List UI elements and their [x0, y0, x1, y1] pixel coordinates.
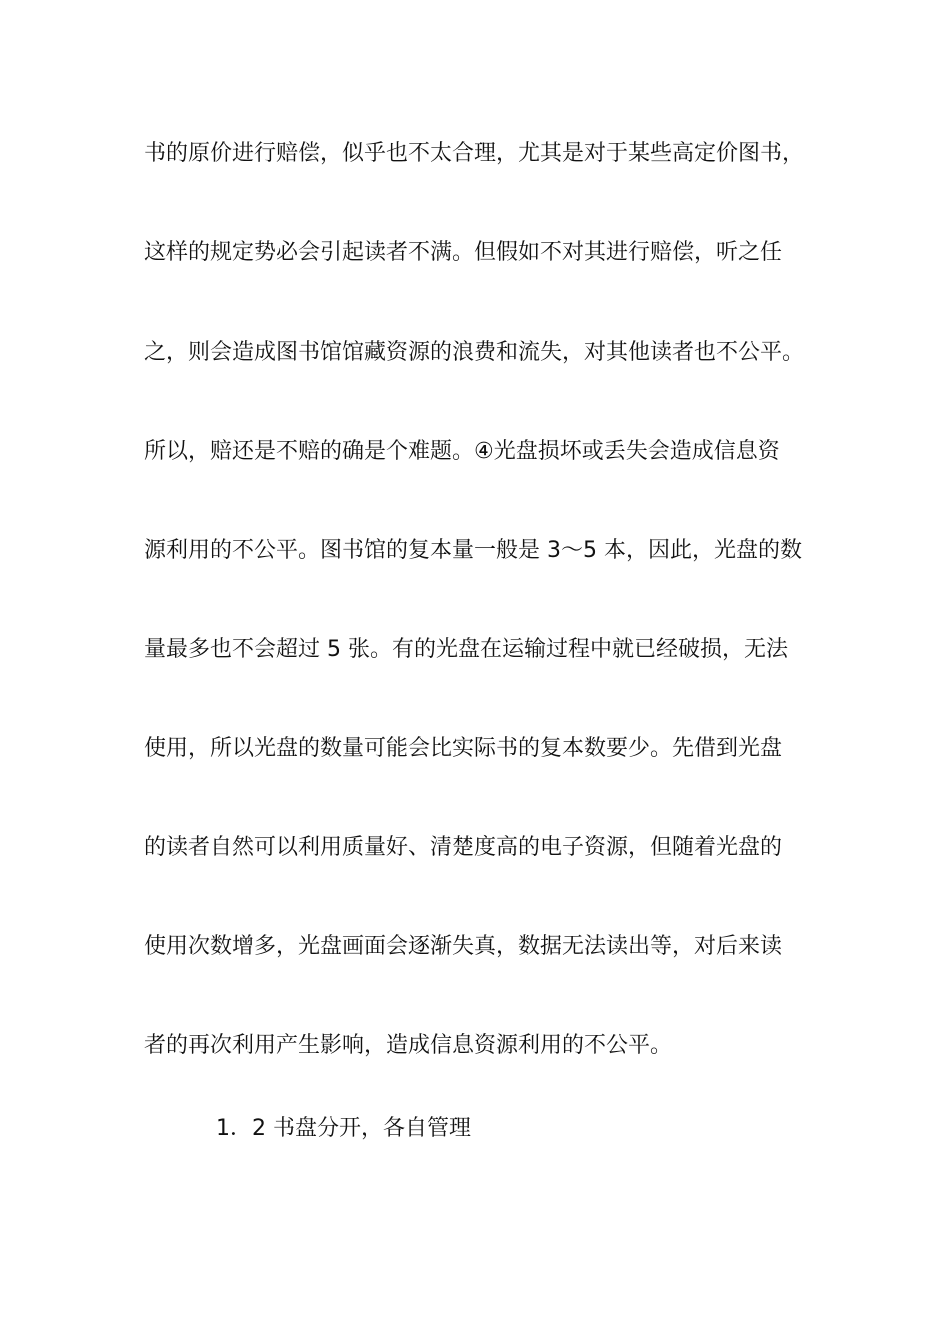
paragraph-line: 所以，赔还是不赔的确是个难题。④光盘损坏或丢失会造成信息资: [144, 439, 780, 464]
paragraph-line: 使用次数增多，光盘画面会逐渐失真，数据无法读出等，对后来读: [144, 934, 783, 959]
section-heading: 1．2 书盘分开，各自管理: [216, 1116, 471, 1141]
paragraph-line: 使用，所以光盘的数量可能会比实际书的复本数要少。先借到光盘: [144, 736, 783, 761]
paragraph-line: 这样的规定势必会引起读者不满。但假如不对其进行赔偿，听之任: [144, 240, 783, 265]
paragraph-line: 之，则会造成图书馆馆藏资源的浪费和流失，对其他读者也不公平。: [144, 340, 805, 365]
paragraph-line: 源利用的不公平。图书馆的复本量一般是 3～5 本，因此，光盘的数: [144, 538, 802, 563]
paragraph-line: 的读者自然可以利用质量好、清楚度高的电子资源，但随着光盘的: [144, 835, 783, 860]
paragraph-line: 者的再次利用产生影响，造成信息资源利用的不公平。: [144, 1033, 673, 1058]
paragraph-line: 量最多也不会超过 5 张。有的光盘在运输过程中就已经破损，无法: [144, 637, 788, 662]
paragraph-line: 书的原价进行赔偿，似乎也不太合理，尤其是对于某些高定价图书，: [144, 141, 805, 166]
